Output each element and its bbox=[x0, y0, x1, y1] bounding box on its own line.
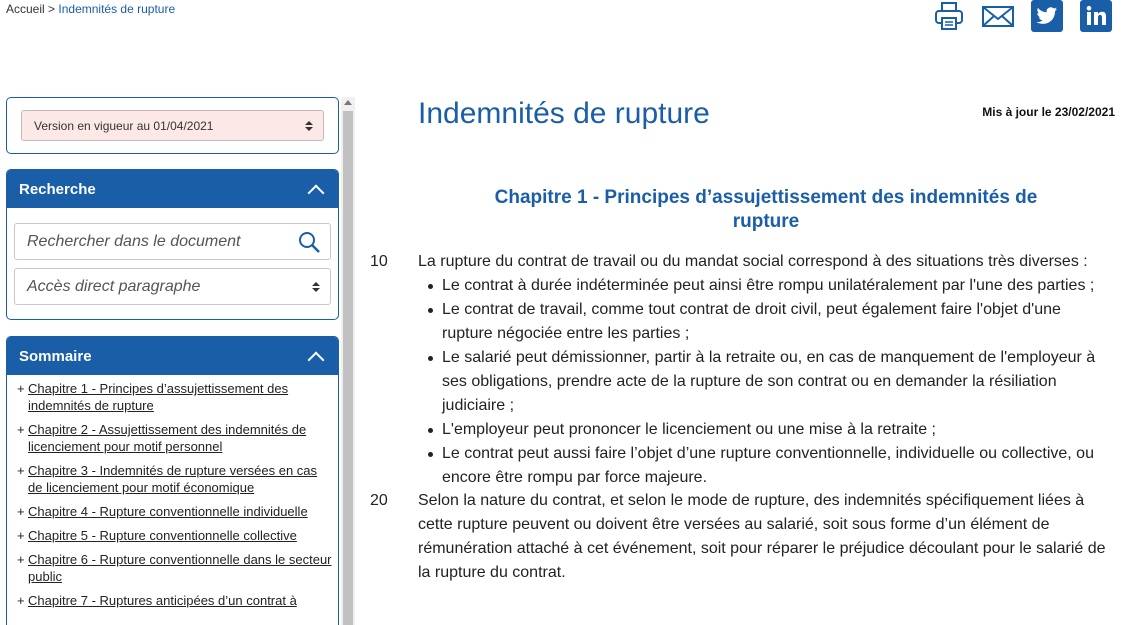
bullet-list bbox=[434, 274, 1116, 490]
search-panel-header[interactable] bbox=[7, 170, 338, 208]
toc-item bbox=[17, 592, 332, 609]
list-item: Le salarié peut démissionner, partir à la retraite ou, en cas de manquement de l'employeur à ses obligations, prendre acte de la rupture de son contrat ou en demander la résiliation judiciaire ; bbox=[434, 346, 1116, 418]
paragraph bbox=[366, 250, 1116, 490]
paragraph bbox=[366, 489, 1116, 585]
breadcrumb-current[interactable]: Indemnités de rupture bbox=[58, 2, 176, 16]
scrollbar-thumb[interactable] bbox=[343, 111, 353, 625]
expand-icon[interactable]: + bbox=[17, 422, 25, 437]
list-item: Le contrat de travail, comme tout contrat de droit civil, peut également faire l'objet d'une rupture négociée entre les parties ; bbox=[434, 298, 1116, 346]
paragraph-body bbox=[418, 250, 1116, 490]
chevron-up-icon[interactable] bbox=[308, 184, 325, 201]
sidebar bbox=[6, 97, 339, 625]
print-icon bbox=[933, 0, 965, 32]
toc-link[interactable]: Chapitre 5 - Rupture conventionnelle collective bbox=[28, 528, 297, 543]
toc-link[interactable]: Chapitre 2 - Assujettissement des indemnités de licenciement pour motif personnel bbox=[28, 422, 307, 454]
toc-item bbox=[17, 551, 332, 585]
expand-icon[interactable]: + bbox=[17, 381, 25, 396]
paragraph-body bbox=[418, 489, 1116, 585]
toc-item bbox=[17, 421, 332, 455]
email-icon bbox=[982, 0, 1014, 32]
chevron-up-icon[interactable] bbox=[308, 351, 325, 368]
scroll-up-icon[interactable] bbox=[344, 100, 352, 105]
toc-link[interactable]: Chapitre 3 - Indemnités de rupture versées en cas de licenciement pour motif économique bbox=[28, 463, 318, 495]
linkedin-button[interactable] bbox=[1080, 0, 1112, 32]
toc-link[interactable]: Chapitre 4 - Rupture conventionnelle individuelle bbox=[28, 504, 308, 519]
direct-access-select[interactable] bbox=[14, 268, 331, 305]
twitter-button[interactable] bbox=[1031, 0, 1063, 32]
expand-icon[interactable]: + bbox=[17, 552, 25, 567]
search-input-placeholder: Rechercher dans le document bbox=[27, 232, 241, 250]
toc-item bbox=[17, 503, 332, 520]
expand-icon[interactable]: + bbox=[17, 528, 25, 543]
email-button[interactable] bbox=[982, 0, 1014, 32]
expand-icon[interactable]: + bbox=[17, 463, 25, 478]
toc-item bbox=[17, 462, 332, 496]
updated-date: Mis à jour le 23/02/2021 bbox=[982, 105, 1115, 119]
chapter-title: Chapitre 1 - Principes d’assujettissement des indemnités de rupture bbox=[494, 187, 1038, 232]
search-panel bbox=[6, 169, 339, 320]
summary-panel-header[interactable] bbox=[7, 337, 338, 375]
toc-link[interactable]: Chapitre 7 - Ruptures anticipées d’un contrat à bbox=[28, 593, 297, 608]
direct-access-label: Accès direct paragraphe bbox=[27, 277, 201, 295]
select-arrows-icon bbox=[305, 121, 313, 131]
paragraph-text: La rupture du contrat de travail ou du mandat social correspond à des situations très diverses : bbox=[418, 253, 1088, 270]
search-panel-title: Recherche bbox=[19, 180, 96, 198]
breadcrumb-separator: > bbox=[48, 2, 56, 16]
paragraph-number: 20 bbox=[370, 492, 388, 509]
summary-panel bbox=[6, 336, 339, 625]
expand-icon[interactable]: + bbox=[17, 504, 25, 519]
twitter-icon bbox=[1036, 6, 1058, 26]
version-select[interactable] bbox=[21, 110, 324, 141]
version-select-value: Version en vigueur au 01/04/2021 bbox=[34, 118, 214, 133]
linkedin-icon bbox=[1085, 5, 1107, 27]
summary-panel-title: Sommaire bbox=[19, 347, 92, 365]
share-toolbar bbox=[933, 0, 1112, 32]
toc-item bbox=[17, 527, 332, 544]
select-arrows-icon bbox=[312, 282, 320, 292]
toc-link[interactable]: Chapitre 1 - Principes d’assujettissement des indemnités de rupture bbox=[28, 381, 289, 413]
print-button[interactable] bbox=[933, 0, 965, 32]
list-item: L'employeur peut prononcer le licenciement ou une mise à la retraite ; bbox=[434, 418, 1116, 442]
expand-icon[interactable]: + bbox=[17, 593, 25, 608]
toc-link[interactable]: Chapitre 6 - Rupture conventionnelle dans le secteur public bbox=[28, 552, 332, 584]
search-input[interactable] bbox=[14, 223, 331, 260]
toc-item bbox=[17, 380, 332, 414]
breadcrumb-home[interactable]: Accueil bbox=[6, 2, 45, 16]
paragraph-number: 10 bbox=[370, 253, 388, 270]
paragraph-text: Selon la nature du contrat, et selon le mode de rupture, des indemnités spécifiquement liées à cette rupture peuvent ou doivent être versées au salarié, soit sous forme d’un élément de rémunération attaché à cet événement, soit pour réparer le préjudice découlant pour le salarié de la rupture du contrat. bbox=[418, 492, 1106, 581]
page-title: Indemnités de rupture bbox=[418, 97, 710, 130]
list-item: Le contrat peut aussi faire l’objet d’une rupture conventionnelle, individuelle ou collective, ou encore être rompu par force majeure. bbox=[434, 442, 1116, 490]
breadcrumb bbox=[6, 2, 175, 16]
sidebar-scrollbar[interactable] bbox=[341, 97, 355, 625]
list-item: Le contrat à durée indéterminée peut ainsi être rompu unilatéralement par l'une des parties ; bbox=[434, 274, 1116, 298]
search-icon[interactable] bbox=[298, 231, 320, 253]
version-panel bbox=[6, 97, 339, 154]
table-of-contents bbox=[7, 375, 338, 609]
